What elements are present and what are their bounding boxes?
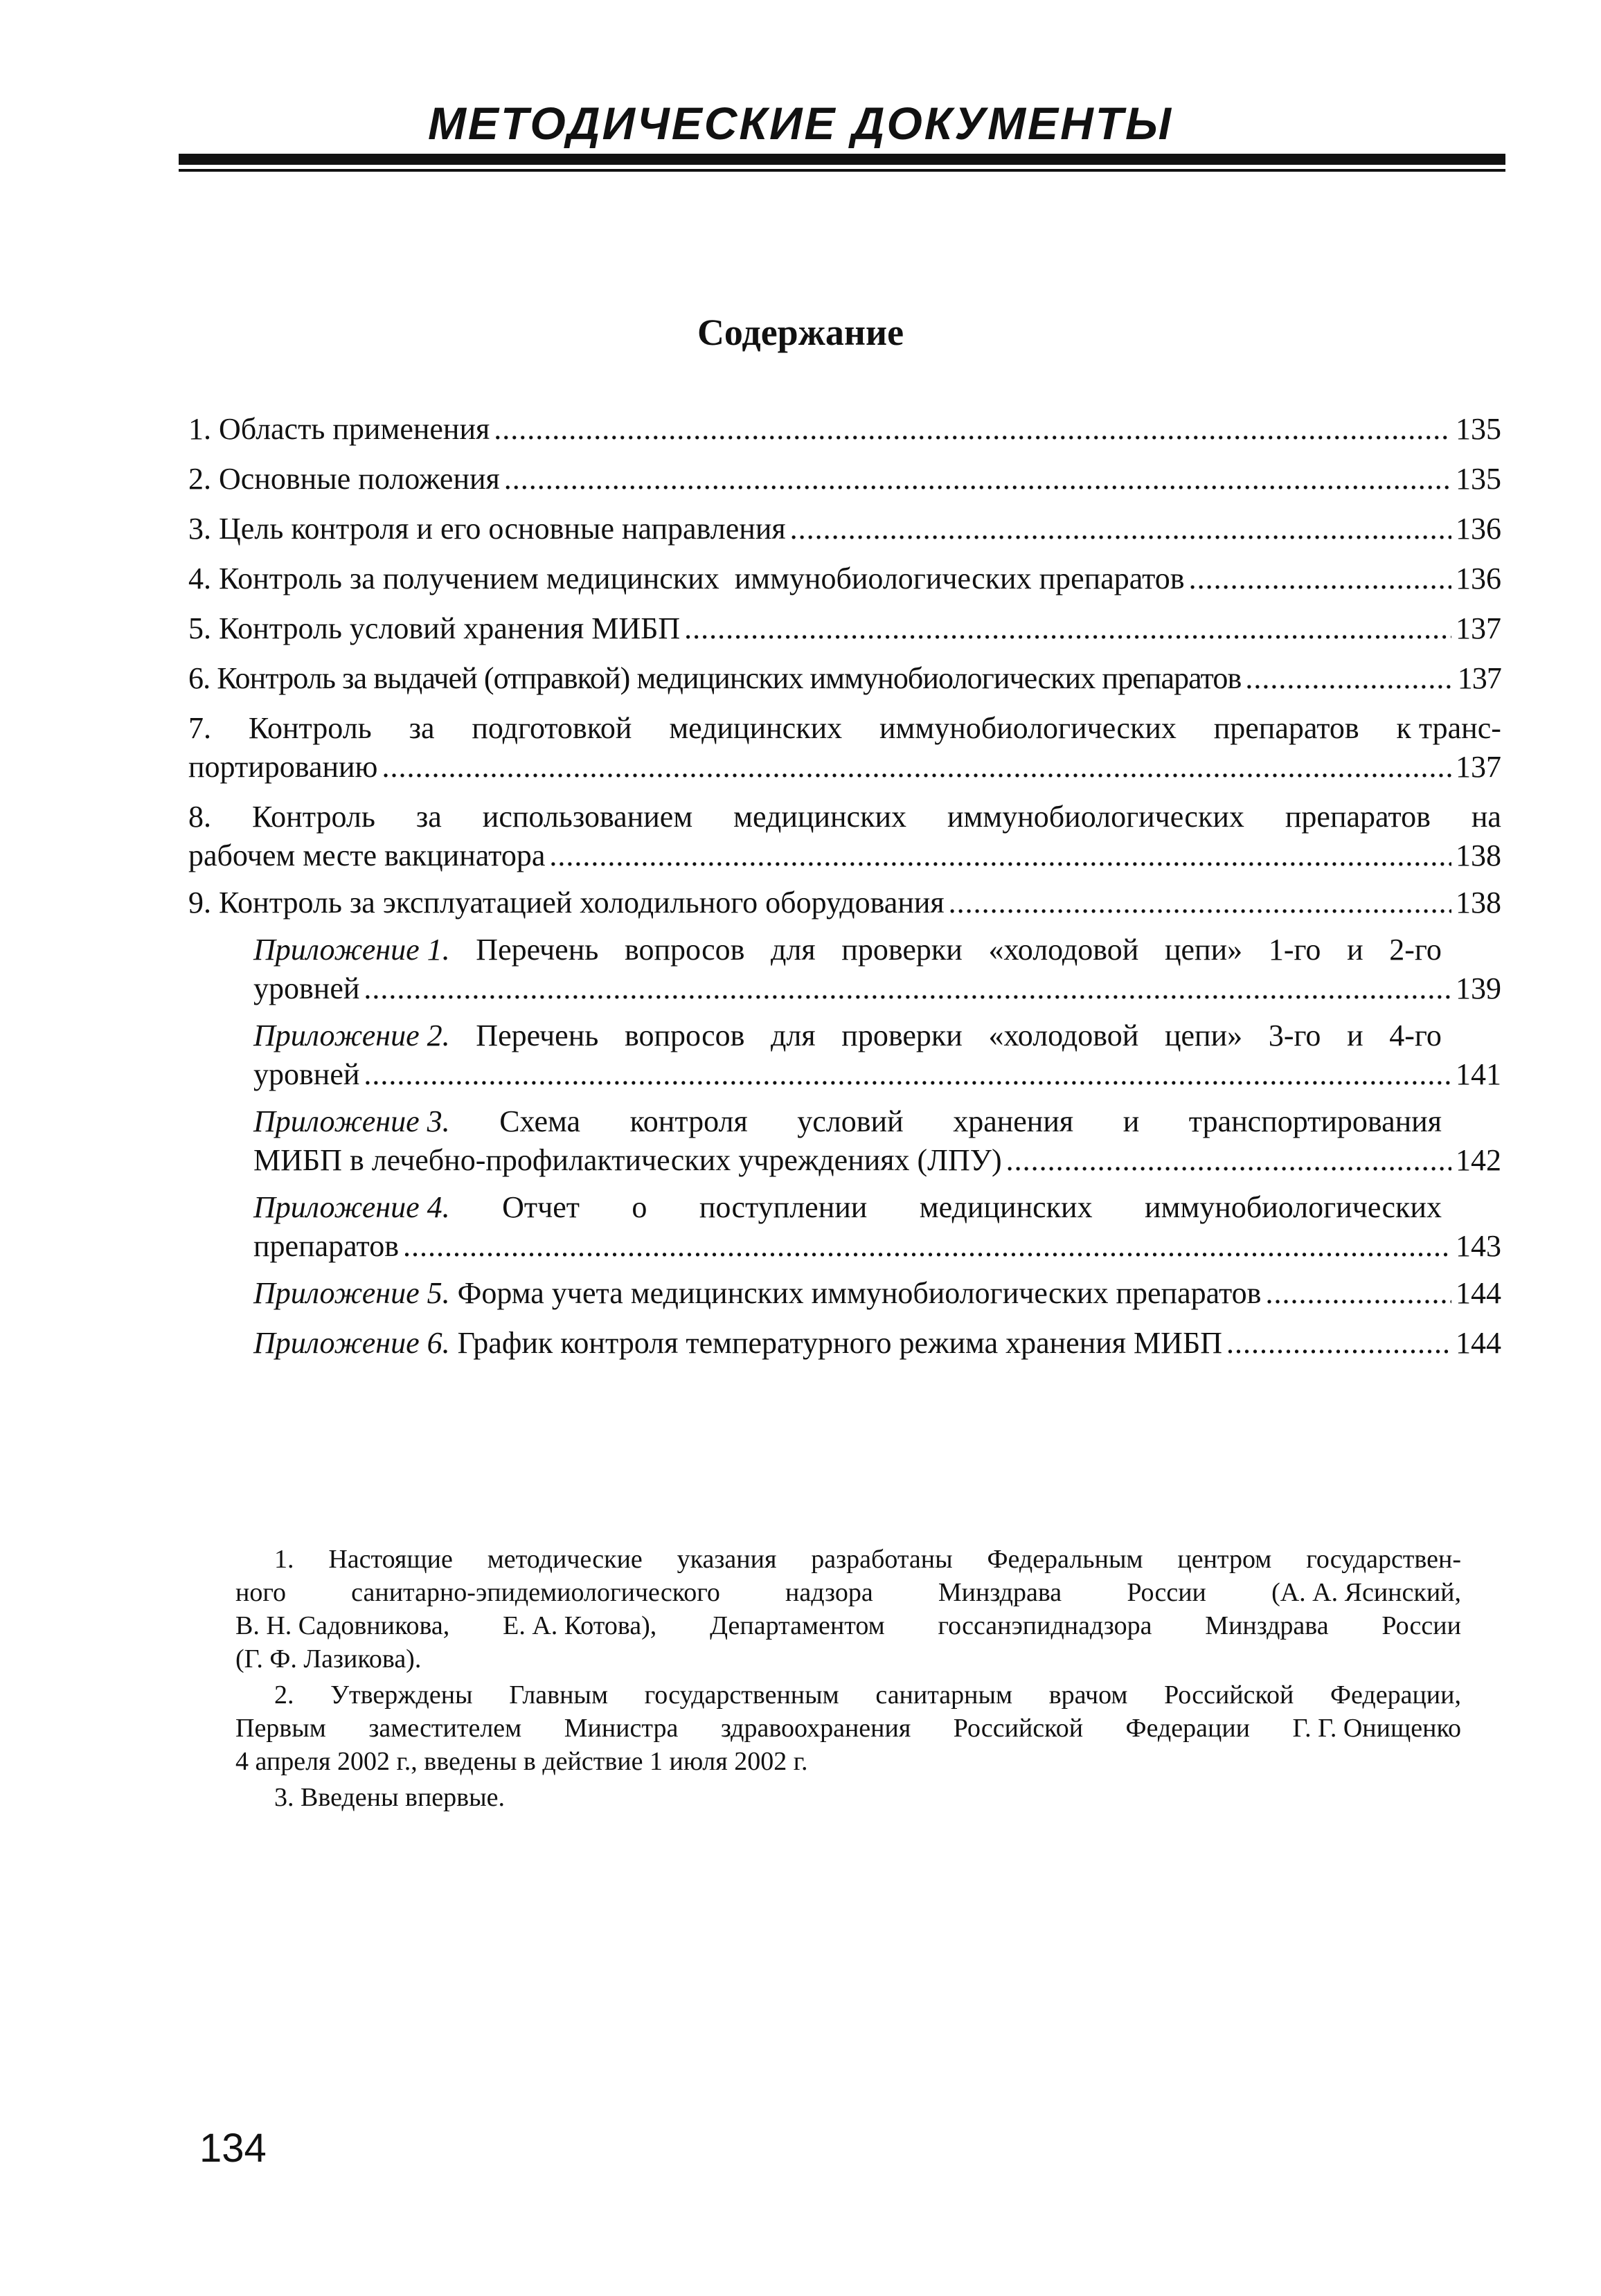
toc-appendix-3 [253,1102,1501,1180]
note-3 [235,1781,1461,1814]
toc-entry-text: уровней [253,1057,360,1091]
toc-leader-dots [549,836,1451,875]
toc-leader-dots [949,884,1451,922]
toc-entry-2 [188,460,1501,499]
toc-page-number: 137 [1456,611,1501,645]
toc-entry-text: 5. Контроль условий хранения МИБП [188,611,681,645]
note-line: ного санитарно-эпидемиологического надзора Минздрава России (А. А. Ясинский, [235,1578,1461,1607]
toc-leader-dots [504,460,1451,499]
toc-page-number: 136 [1456,512,1501,546]
appendix-label: Приложение 5. [253,1276,450,1310]
toc-leader-dots [403,1227,1451,1266]
toc-page-number: 139 [1456,971,1501,1005]
toc-entry-text: портированию [188,750,378,784]
appendix-label: Приложение 1. [253,933,450,967]
toc-entry-8 [188,798,1501,875]
page-number: 134 [199,2126,267,2171]
note-line: Первым заместителем Министра здравоохранения Российской Федерации Г. Г. Онищенко [235,1714,1461,1743]
note-line: 1. Настоящие методические указания разработаны Федеральным центром государствен- [274,1545,1461,1574]
appendix-label: Приложение 2. [253,1019,450,1052]
toc-page-number: 142 [1456,1143,1501,1177]
toc-page-number: 144 [1456,1326,1501,1360]
toc-entry-text: 4. Контроль за получением медицинских иммунобиологических препаратов [188,562,1185,595]
toc-page-number: 137 [1457,661,1501,695]
toc-leader-dots [382,748,1451,787]
toc-entry-text: Форма учета медицинских иммунобиологических препаратов [457,1276,1262,1310]
toc-page-number: 144 [1456,1276,1501,1310]
toc-appendix-2 [253,1016,1501,1094]
note-line: 4 апреля 2002 г., введены в действие 1 июля 2002 г. [235,1747,808,1776]
note-line: 2. Утверждены Главным государственным санитарным врачом Российской Федерации, [274,1680,1461,1710]
toc-entry-text: МИБП в лечебно-профилактических учреждениях (ЛПУ) [253,1143,1002,1177]
toc-entry-7 [188,709,1501,787]
header-rule-thin [179,169,1505,172]
toc-page-number: 135 [1456,412,1501,446]
toc-leader-dots [364,1055,1451,1094]
appendix-label: Приложение 3. [253,1104,450,1138]
toc-leader-dots [1245,659,1453,698]
toc-entry-text: 2. Основные положения [188,462,500,496]
header-rule-thick [179,154,1505,165]
toc-entry-first-line: Приложение 3. Схема контроля условий хранения и транспортирования [253,1102,1442,1141]
toc-entry-first-line: 8. Контроль за использованием медицинских иммунобиологических препаратов на [188,800,1501,834]
toc-entry-text: рабочем месте вакцинатора [188,838,546,872]
appendix-label: Приложение 4. [253,1190,450,1224]
toc-entry-text: 9. Контроль за эксплуатацией холодильного оборудования [188,886,945,920]
appendix-label: Приложение 6. [253,1326,450,1360]
toc-leader-dots [790,510,1451,548]
toc-page-number: 135 [1456,462,1501,496]
note-line: 3. Введены впервые. [274,1783,505,1812]
toc-page-number: 143 [1456,1229,1501,1263]
toc-appendix-4 [253,1188,1501,1266]
toc-leader-dots [1265,1274,1451,1313]
toc-page-number: 138 [1456,838,1501,872]
toc-leader-dots [364,969,1451,1008]
toc-entry-text: препаратов [253,1229,399,1263]
toc-entry-text: График контроля температурного режима хранения МИБП [457,1326,1222,1360]
toc-appendix-6 [253,1324,1501,1363]
toc-leader-dots [1189,559,1451,598]
toc-entry-3 [188,510,1501,548]
toc-entry-first-line: 7. Контроль за подготовкой медицинских иммунобиологических препаратов к транс- [188,711,1501,745]
toc-appendix-5 [253,1274,1501,1313]
toc-entry-text: 3. Цель контроля и его основные направления [188,512,786,546]
toc-entry-text: 6. Контроль за выдачей (отправкой) медицинских иммунобиологических препаратов [188,661,1242,695]
toc-page-number: 141 [1456,1057,1501,1091]
toc-leader-dots [1006,1141,1451,1180]
note-line: (Г. Ф. Лазикова). [235,1644,422,1674]
toc-appendix-1 [253,931,1501,1008]
toc-entry-4 [188,559,1501,598]
toc-page-number: 138 [1456,886,1501,920]
toc-entry-6 [188,659,1501,698]
toc-entry-5 [188,609,1501,648]
toc-entry-first-line: Приложение 1. Перечень вопросов для проверки «холодовой цепи» 1-го и 2-го [253,931,1442,969]
toc-entry-text: уровней [253,971,360,1005]
toc-leader-dots [1226,1324,1451,1363]
note-line: В. Н. Садовникова, Е. А. Котова), Департаментом госсанэпиднадзора Минздрава России [235,1611,1461,1640]
toc-entry-first-line: Приложение 2. Перечень вопросов для проверки «холодовой цепи» 3-го и 4-го [253,1016,1442,1055]
toc-entry-1 [188,410,1501,449]
note-2 [235,1678,1461,1778]
toc-entry-text: 1. Область применения [188,412,490,446]
running-header-title: МЕТОДИЧЕСКИЕ ДОКУМЕНТЫ [427,98,1174,149]
toc-entry-first-line: Приложение 4. Отчет о поступлении медицинских иммунобиологических [253,1188,1442,1227]
toc-entry-9 [188,884,1501,922]
toc-leader-dots [494,410,1451,449]
toc-page-number: 137 [1456,750,1501,784]
toc-page-number: 136 [1456,562,1501,595]
toc-heading: Содержание [697,312,904,353]
note-1 [235,1543,1461,1676]
toc-leader-dots [684,609,1451,648]
